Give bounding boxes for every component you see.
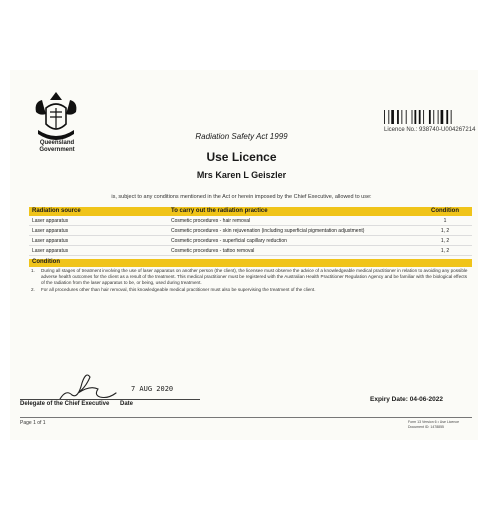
- header-radiation-source: Radiation source: [32, 208, 81, 214]
- row-source: Laser apparatus: [32, 218, 69, 224]
- row-practice: Cosmetic procedures - skin rejuvenation (including superficial pigmentation adjustment): [171, 228, 365, 234]
- government-name: Queensland Government: [39, 140, 75, 153]
- handwritten-signature: [56, 369, 126, 401]
- signature-line: [20, 399, 200, 400]
- table-row: [29, 226, 472, 236]
- licence-holder: Mrs Karen L Geiszler: [196, 170, 287, 180]
- header-condition: Condition: [431, 208, 459, 214]
- delegate-label: Delegate of the Chief Executive: [20, 401, 110, 407]
- barcode-bar: [441, 110, 444, 124]
- barcode-bar: [401, 110, 402, 124]
- barcode-bar: [451, 110, 452, 124]
- row-source: Laser apparatus: [32, 248, 69, 254]
- table-row: [29, 246, 472, 256]
- form-line-1: Form 13 Version 6 • Use Licence: [408, 420, 460, 424]
- condition-text: For all procedures other than hair removal, this knowledgeable medical practitioner must also be supervising the treatment of the client.: [41, 287, 316, 292]
- barcode-bar: [388, 110, 389, 124]
- barcode-bar: [429, 110, 431, 124]
- conditions-heading: [29, 259, 472, 267]
- conditions-heading-label: Condition: [32, 259, 60, 265]
- licence-table: [29, 207, 472, 256]
- barcode-bar: [433, 110, 434, 124]
- row-condition: 1, 2: [440, 248, 450, 254]
- row-practice: Cosmetic procedures - tattoo removal: [171, 248, 255, 254]
- barcode-bar: [397, 110, 399, 124]
- condition-item: [29, 287, 472, 293]
- barcode-bar: [414, 110, 416, 124]
- date-stamp: 7 AUG 2020: [131, 385, 174, 393]
- row-condition: 1: [443, 218, 447, 224]
- barcode-bar: [391, 110, 394, 124]
- footer-divider: [20, 417, 472, 418]
- barcode-bar: [423, 110, 424, 124]
- condition-number: 1.: [31, 268, 35, 273]
- form-line-2: Document ID: 1478855: [408, 425, 444, 429]
- condition-number: 2.: [31, 287, 35, 292]
- document-title: Use Licence: [206, 150, 277, 164]
- date-label: Date: [120, 401, 134, 407]
- conditions-list: [29, 268, 472, 294]
- barcode-bar: [412, 110, 413, 124]
- row-source: Laser apparatus: [32, 228, 69, 234]
- condition-item: [29, 268, 472, 286]
- expiry-date: Expiry Date: 04-06-2022: [370, 396, 443, 403]
- row-practice: Cosmetic procedures - hair removal: [171, 218, 251, 224]
- row-condition: 1, 2: [440, 228, 450, 234]
- barcode-bar: [438, 110, 439, 124]
- barcode-bar: [406, 110, 407, 124]
- condition-text: During all stages of treatment involving the use of laser apparatus on another person (the client), the licensee must observe the advice of a knowledgeable medical practitioner in relation to avoiding any possible adverse health outcomes for the client as a result of the treatment. This medical practitioner must be registered with the Australian Health Practitioner Regulation Agency and be familiar with the biological effects of the radiation from the laser apparatus to be, or being, used during treatment.: [41, 268, 468, 285]
- licence-number: Licence No.: 938740-U004267214: [384, 127, 476, 133]
- act-name: Radiation Safety Act 1999: [195, 132, 288, 141]
- row-source: Laser apparatus: [32, 238, 69, 244]
- row-practice: Cosmetic procedures - superficial capillary reduction: [171, 238, 287, 244]
- form-reference: [408, 420, 459, 430]
- table-row: [29, 216, 472, 226]
- barcode-bar: [419, 110, 421, 124]
- barcode-bar: [446, 110, 448, 124]
- table-row: [29, 236, 472, 246]
- subject-line: is, subject to any conditions mentioned in the Act or herein imposed by the Chief Executive, allowed to use:: [111, 194, 372, 200]
- header-practice: To carry out the radiation practice: [171, 208, 268, 214]
- barcode-icon: [384, 110, 472, 124]
- table-header: [29, 207, 472, 216]
- page-number: Page 1 of 1: [20, 420, 46, 426]
- row-condition: 1, 2: [440, 238, 450, 244]
- barcode-bar: [384, 110, 385, 124]
